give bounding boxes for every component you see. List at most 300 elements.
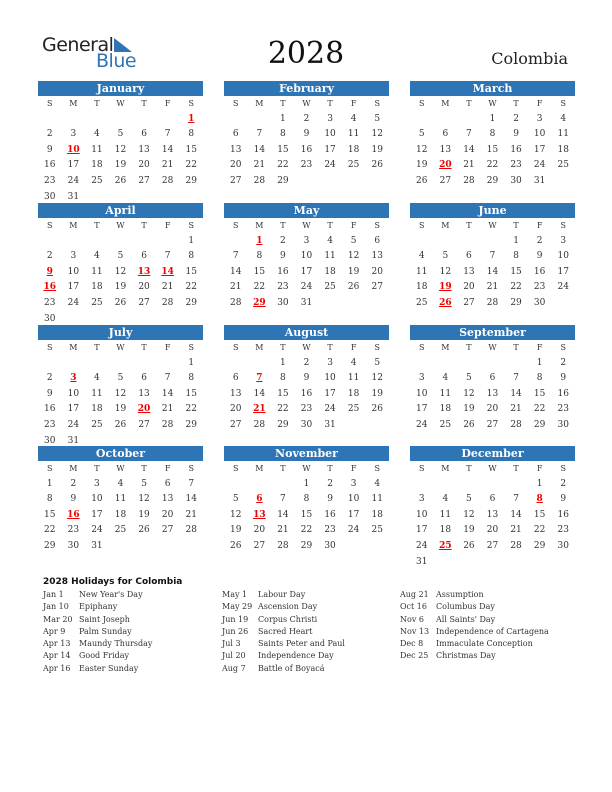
day: 29 (533, 419, 546, 430)
day: 23 (300, 160, 313, 171)
day: 19 (347, 266, 360, 277)
day: 9 (560, 494, 567, 505)
holiday-date: Jun 26 (222, 626, 249, 636)
holiday-day: 16 (43, 282, 57, 293)
day: 13 (371, 251, 383, 262)
day: 19 (138, 509, 150, 520)
day: 24 (347, 525, 360, 536)
holiday-column (222, 590, 345, 676)
holiday-row (43, 627, 152, 639)
holiday-name: Columbus Day (436, 602, 495, 612)
day: 9 (303, 129, 310, 140)
weekday-label: F (536, 464, 543, 473)
day: 14 (161, 388, 174, 399)
day: 16 (277, 266, 289, 277)
day: 16 (510, 144, 522, 155)
day: 28 (185, 525, 197, 536)
day: 1 (188, 235, 195, 246)
holiday-date: Nov 6 (400, 614, 424, 624)
weekday-label: S (188, 343, 194, 352)
weekday-label: W (302, 464, 311, 473)
day: 17 (416, 404, 428, 415)
day: 19 (463, 404, 475, 415)
weekday-label: S (47, 99, 53, 108)
day: 25 (347, 160, 360, 171)
month-header: November (224, 446, 389, 461)
day: 20 (486, 525, 499, 536)
weekday-label: T (141, 464, 147, 473)
day: 12 (416, 144, 428, 155)
weekday-label: M (69, 221, 78, 230)
country-name: Colombia (491, 49, 568, 68)
holiday-name: Easter Sunday (79, 663, 139, 673)
day: 21 (510, 525, 522, 536)
day: 7 (232, 251, 239, 262)
day: 25 (371, 525, 383, 536)
day: 25 (347, 404, 360, 415)
empty-cell (434, 356, 458, 372)
holiday-row (222, 590, 345, 602)
day: 1 (46, 478, 53, 489)
day: 13 (463, 266, 475, 277)
day: 2 (513, 113, 519, 124)
weekday-label: W (488, 99, 497, 108)
day: 27 (138, 297, 150, 308)
day: 15 (277, 144, 289, 155)
weekday-label: F (164, 464, 171, 473)
day: 10 (416, 388, 428, 399)
weekday-label: F (164, 99, 171, 108)
holiday-day: 29 (253, 297, 266, 308)
day: 12 (439, 266, 452, 277)
day: 21 (161, 404, 174, 415)
day: 3 (303, 235, 310, 246)
day: 26 (463, 419, 475, 430)
day: 6 (489, 373, 496, 384)
holiday-date: May 1 (222, 590, 248, 599)
day: 18 (91, 160, 103, 171)
day: 10 (557, 251, 569, 262)
day: 4 (350, 357, 357, 368)
day: 11 (91, 144, 103, 155)
day: 4 (374, 478, 381, 489)
day: 9 (327, 494, 333, 505)
day: 17 (557, 266, 569, 277)
weekday-label: W (488, 464, 497, 473)
day: 8 (46, 494, 53, 505)
day: 8 (188, 251, 195, 262)
holiday-name: Sacred Heart (258, 626, 313, 636)
day: 2 (46, 373, 53, 384)
weekday-label: T (94, 99, 100, 108)
day: 13 (161, 494, 174, 505)
day: 2 (303, 113, 310, 124)
day: 10 (324, 373, 336, 384)
day: 2 (46, 251, 53, 262)
day: 25 (114, 525, 127, 536)
weekday-label: M (69, 464, 78, 473)
day: 5 (117, 373, 124, 384)
day: 28 (277, 540, 289, 551)
day: 13 (138, 388, 150, 399)
empty-cell (132, 356, 156, 372)
month-header: May (224, 203, 389, 218)
weekday-label: F (536, 99, 543, 108)
day: 22 (277, 404, 289, 415)
day: 8 (489, 129, 496, 140)
day: 26 (138, 525, 150, 536)
day: 23 (557, 404, 569, 415)
day: 16 (557, 509, 569, 520)
day: 5 (141, 478, 147, 489)
day: 15 (253, 266, 266, 277)
day: 4 (442, 494, 449, 505)
day: 24 (416, 419, 428, 430)
day: 7 (489, 251, 496, 262)
weekday-label: T (327, 99, 333, 108)
day: 24 (67, 419, 80, 430)
day: 2 (327, 478, 333, 489)
day: 12 (230, 509, 242, 520)
empty-cell (410, 234, 434, 250)
month-april (38, 203, 203, 327)
month-header: April (38, 203, 203, 218)
holiday-day: 1 (256, 235, 263, 246)
weekday-label: M (441, 464, 450, 473)
empty-cell (156, 112, 180, 128)
day: 24 (67, 297, 80, 308)
weekday-label: F (164, 221, 171, 230)
holiday-name: Saints Peter and Paul (258, 639, 345, 649)
weekday-label: S (188, 99, 194, 108)
day: 27 (138, 419, 150, 430)
weekday-label: S (47, 343, 53, 352)
holiday-date: Jun 19 (222, 614, 249, 624)
day: 10 (91, 494, 103, 505)
day: 14 (510, 388, 522, 399)
day: 2 (46, 129, 53, 140)
day: 26 (114, 175, 127, 186)
day: 22 (44, 525, 56, 536)
holiday-date: Jul 20 (222, 651, 246, 661)
weekday-label: S (419, 464, 425, 473)
day: 3 (70, 129, 77, 140)
holiday-row (222, 639, 345, 651)
day: 27 (371, 282, 383, 293)
day: 1 (280, 113, 286, 124)
day: 29 (185, 297, 197, 308)
day: 6 (141, 373, 147, 384)
day: 14 (161, 144, 174, 155)
day: 23 (44, 419, 56, 430)
day: 29 (486, 175, 499, 186)
holiday-date: Nov 13 (400, 626, 430, 636)
day: 20 (253, 525, 266, 536)
day: 29 (185, 175, 197, 186)
month-august (224, 325, 389, 434)
day: 12 (114, 144, 127, 155)
day: 22 (185, 160, 197, 171)
holiday-date: May 29 (222, 602, 253, 612)
day: 17 (67, 282, 80, 293)
holiday-column (400, 590, 549, 664)
weekday-label: S (233, 464, 239, 473)
day: 26 (230, 540, 242, 551)
empty-cell (156, 234, 180, 250)
day: 11 (416, 266, 428, 277)
day: 25 (91, 297, 103, 308)
day: 29 (277, 419, 289, 430)
day: 26 (114, 297, 127, 308)
holiday-day: 13 (253, 509, 266, 520)
holiday-date: Apr 14 (43, 651, 71, 661)
empty-cell (481, 234, 505, 250)
day: 26 (416, 175, 428, 186)
day: 1 (280, 357, 286, 368)
day: 21 (161, 160, 174, 171)
holiday-day: 8 (536, 494, 543, 505)
day: 1 (489, 113, 496, 124)
day: 19 (230, 525, 242, 536)
day: 16 (44, 404, 56, 415)
day: 5 (418, 129, 425, 140)
day: 24 (91, 525, 103, 536)
holiday-date: Apr 16 (43, 663, 71, 673)
day: 9 (536, 251, 543, 262)
empty-cell (85, 112, 109, 128)
holiday-row (222, 615, 345, 627)
month-february (224, 81, 389, 190)
holiday-date: Aug 21 (400, 590, 429, 599)
holiday-day: 21 (253, 404, 266, 415)
holiday-date: Aug 7 (222, 663, 246, 673)
day: 15 (44, 509, 56, 520)
day: 10 (67, 266, 80, 277)
day: 26 (347, 282, 360, 293)
day: 8 (188, 129, 195, 140)
day: 1 (536, 478, 543, 489)
day: 5 (442, 251, 449, 262)
day: 21 (486, 282, 499, 293)
day: 31 (67, 435, 80, 446)
day: 30 (44, 435, 56, 446)
weekday-label: S (374, 464, 380, 473)
empty-cell (109, 112, 133, 128)
empty-cell (109, 356, 133, 372)
weekday-label: M (255, 464, 264, 473)
holiday-row (222, 627, 345, 639)
holiday-day: 10 (67, 144, 80, 155)
day: 14 (463, 144, 475, 155)
empty-cell (457, 477, 481, 493)
month-header: August (224, 325, 389, 340)
empty-cell (62, 356, 86, 372)
holiday-date: Jan 1 (43, 590, 64, 599)
day: 21 (463, 160, 475, 171)
day: 6 (489, 494, 496, 505)
day: 6 (232, 373, 239, 384)
day: 22 (300, 525, 313, 536)
day: 8 (513, 251, 519, 262)
day: 28 (510, 540, 522, 551)
day: 6 (374, 235, 381, 246)
day: 12 (347, 251, 360, 262)
day: 15 (185, 144, 197, 155)
weekday-label: F (350, 221, 357, 230)
empty-cell (410, 477, 434, 493)
day: 18 (439, 404, 452, 415)
day: 7 (466, 129, 472, 140)
day: 30 (557, 540, 569, 551)
day: 27 (230, 175, 242, 186)
day: 15 (185, 266, 197, 277)
day: 23 (277, 282, 289, 293)
day: 17 (533, 144, 546, 155)
day: 7 (188, 478, 195, 489)
month-december (410, 446, 575, 570)
empty-cell (248, 112, 272, 128)
holiday-day: 19 (439, 282, 452, 293)
holiday-row (400, 590, 549, 602)
day: 7 (164, 251, 171, 262)
day: 4 (94, 373, 100, 384)
weekday-label: T (94, 221, 100, 230)
day: 28 (253, 175, 266, 186)
weekday-label: T (280, 221, 286, 230)
day: 14 (253, 388, 266, 399)
day: 7 (164, 373, 171, 384)
day: 3 (94, 478, 100, 489)
day: 22 (253, 282, 266, 293)
day: 19 (463, 525, 475, 536)
day: 20 (138, 160, 150, 171)
day: 12 (371, 129, 383, 140)
empty-cell (156, 356, 180, 372)
day: 20 (463, 282, 475, 293)
weekday-label: T (280, 464, 286, 473)
day: 2 (536, 235, 543, 246)
weekday-label: S (188, 464, 194, 473)
day: 4 (117, 478, 124, 489)
day: 15 (185, 388, 197, 399)
day: 19 (371, 144, 383, 155)
month-june (410, 203, 575, 312)
weekday-label: T (513, 464, 519, 473)
day: 15 (277, 388, 289, 399)
logo-blue-text: Blue (96, 50, 137, 72)
day: 4 (327, 235, 333, 246)
weekday-label: S (560, 221, 566, 230)
month-july (38, 325, 203, 449)
day: 24 (300, 282, 313, 293)
holiday-name: Saint Joseph (79, 614, 130, 624)
weekday-label: S (47, 464, 53, 473)
day: 20 (138, 282, 150, 293)
month-header: December (410, 446, 575, 461)
day: 5 (350, 235, 357, 246)
day: 11 (324, 251, 336, 262)
weekday-label: M (255, 99, 264, 108)
weekday-label: S (374, 221, 380, 230)
empty-cell (457, 234, 481, 250)
day: 27 (161, 525, 174, 536)
holiday-date: Dec 8 (400, 639, 424, 649)
day: 6 (141, 251, 147, 262)
holiday-date: Jan 10 (43, 602, 69, 612)
day: 13 (439, 144, 452, 155)
day: 31 (67, 191, 80, 202)
weekday-label: W (116, 343, 125, 352)
holiday-day: 14 (161, 266, 174, 277)
weekday-label: T (327, 221, 333, 230)
weekday-label: S (560, 464, 566, 473)
empty-cell (271, 477, 295, 493)
day: 3 (536, 113, 543, 124)
holiday-name: Battle of Boyacá (258, 663, 325, 673)
weekday-label: S (560, 343, 566, 352)
day: 3 (560, 235, 567, 246)
day: 27 (138, 175, 150, 186)
day: 26 (114, 419, 127, 430)
day: 3 (350, 478, 357, 489)
weekday-label: F (350, 99, 357, 108)
day: 1 (536, 357, 543, 368)
day: 4 (94, 251, 100, 262)
day: 7 (513, 373, 519, 384)
empty-cell (132, 112, 156, 128)
holiday-row (43, 664, 152, 676)
day: 29 (300, 540, 313, 551)
day: 18 (371, 509, 383, 520)
empty-cell (85, 234, 109, 250)
day: 12 (371, 373, 383, 384)
weekday-label: T (280, 99, 286, 108)
day: 13 (138, 144, 150, 155)
day: 9 (280, 251, 286, 262)
holiday-name: All Saints' Day (436, 614, 496, 624)
day: 5 (466, 494, 472, 505)
empty-cell (38, 234, 62, 250)
empty-cell (434, 234, 458, 250)
holiday-name: Independence Day (258, 651, 334, 661)
day: 23 (300, 404, 313, 415)
month-header: January (38, 81, 203, 96)
day: 18 (91, 404, 103, 415)
day: 28 (161, 175, 174, 186)
empty-cell (38, 356, 62, 372)
weekday-label: T (94, 343, 100, 352)
day: 2 (560, 478, 567, 489)
weekday-label: F (536, 221, 543, 230)
holiday-name: Christmas Day (436, 651, 496, 661)
day: 23 (44, 297, 56, 308)
holiday-date: Jul 3 (222, 639, 241, 649)
day: 23 (67, 525, 80, 536)
holiday-row (400, 639, 549, 651)
month-header: June (410, 203, 575, 218)
day: 31 (91, 540, 103, 551)
holiday-name: Epiphany (79, 602, 118, 612)
weekday-label: M (255, 343, 264, 352)
empty-cell (109, 234, 133, 250)
day: 18 (91, 282, 103, 293)
weekday-label: W (116, 99, 125, 108)
day: 3 (327, 357, 333, 368)
day: 10 (416, 509, 428, 520)
holiday-date: Apr 13 (43, 639, 71, 649)
empty-cell (457, 112, 481, 128)
day: 6 (232, 129, 239, 140)
